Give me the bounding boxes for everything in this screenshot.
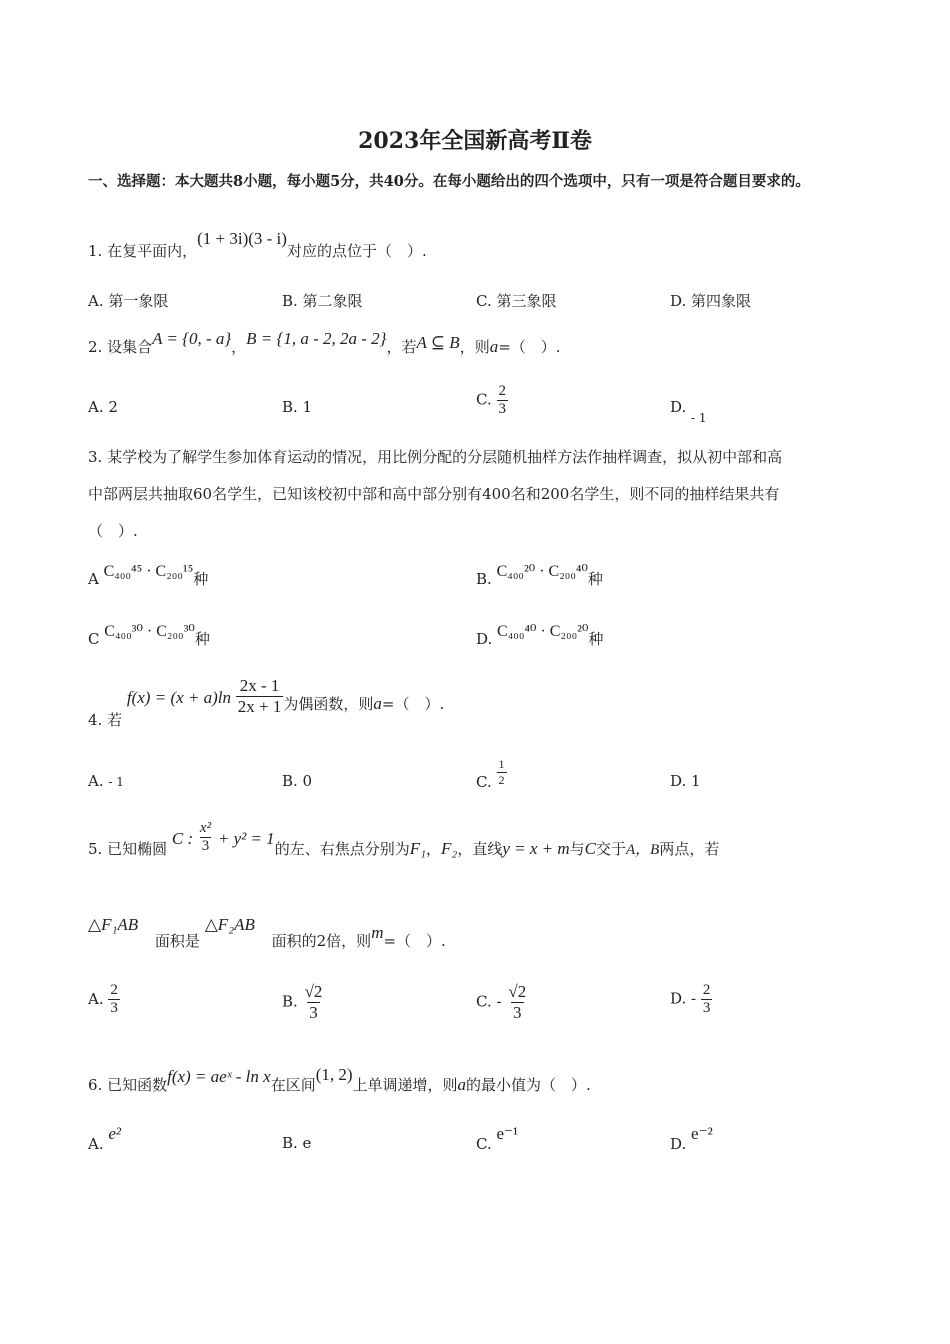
q3-option-c-expr: C₄₀₀³⁰ · C₂₀₀³⁰	[104, 623, 195, 640]
q3-option-c-suffix: 种	[194, 630, 210, 648]
q5-option-d-sign: -	[691, 989, 697, 1008]
q5-f2: F₂	[441, 838, 458, 858]
q1-option-a: A. 第一象限	[88, 292, 169, 310]
q6-suffix-2: 的最小值为（ ）.	[466, 1076, 591, 1094]
q3-option-b-label: B.	[476, 570, 492, 588]
numerator: 2x - 1	[239, 676, 280, 695]
question-4	[88, 676, 445, 729]
q5-text-3: ，直线	[457, 839, 503, 858]
q1-option-c: C. 第三象限	[476, 292, 557, 310]
q4-expr-left: f(x) = (x + a)ln	[126, 687, 231, 707]
q6-option-a-label: A.	[88, 1135, 104, 1153]
q1-option-b: B. 第二象限	[282, 292, 363, 310]
denominator: 3	[110, 1000, 118, 1016]
q5-option-d-fraction	[701, 982, 713, 1017]
q1-suffix: 对应的点位于（ ）.	[286, 242, 427, 260]
q5-text-1: 的左、右焦点分别为	[274, 839, 410, 858]
q2-mid2: ，则	[459, 338, 490, 356]
q2-mid: ，若	[386, 338, 417, 356]
q5-option-c-fraction	[506, 982, 528, 1023]
q4-suffix-2: =（ ）.	[381, 694, 445, 713]
question-5	[88, 820, 720, 858]
q4-option-c-fraction	[497, 757, 507, 788]
q5-option-b-label: B.	[282, 992, 298, 1011]
question-2	[88, 329, 561, 357]
q3-option-d	[476, 620, 604, 648]
q3-option-b-suffix: 种	[587, 570, 603, 588]
q6-var: a	[457, 1075, 467, 1094]
q5-text-2: ，	[426, 839, 442, 858]
q6-interval: (1, 2)	[315, 1065, 353, 1084]
q6-option-b: B. e	[282, 1134, 312, 1152]
q3-option-a	[88, 560, 209, 588]
q2-option-a: A. 2	[88, 398, 118, 416]
q3-option-b-expr: C₄₀₀²⁰ · C₂₀₀⁴⁰	[496, 563, 588, 580]
q2-option-d	[670, 398, 707, 425]
q5-ab: A，B	[626, 841, 660, 858]
q6-option-c	[476, 1124, 519, 1154]
q3-line-2: 中部两层共抽取60名学生，已知该校初中部和高中部分别有400名和200名学生，则不同的抽样结果共有	[88, 485, 780, 503]
q6-option-c-label: C.	[476, 1135, 492, 1153]
q2-option-d-label: D.	[670, 398, 687, 416]
q2-option-c	[476, 383, 508, 418]
q5-text-6: 两点，若	[659, 839, 720, 858]
q2-var: a	[489, 337, 499, 356]
q4-option-d: D. 1	[670, 772, 701, 790]
numerator: x²	[199, 820, 212, 836]
q5-triangle-2: △F₂AB	[204, 915, 255, 934]
denominator: 3	[702, 1000, 711, 1016]
q6-prefix: 6. 已知函数	[88, 1076, 168, 1094]
q2-option-b: B. 1	[282, 398, 313, 416]
q5-ellipse-c: C :	[171, 828, 194, 848]
q5-text-9: =（ ）.	[383, 932, 446, 950]
q1-prefix: 1. 在复平面内，	[88, 242, 198, 260]
q6-mid: 在区间	[270, 1076, 316, 1094]
q6-option-d-value: e⁻²	[691, 1124, 713, 1143]
numerator: 2	[498, 383, 506, 399]
q4-suffix: 为偶函数，则	[283, 694, 374, 713]
denominator: 2x + 1	[237, 697, 282, 716]
q4-option-c	[476, 757, 507, 791]
page-title: 2023年全国新高考Ⅱ卷	[358, 128, 592, 154]
q5-c: C	[584, 838, 596, 858]
q5-option-a-label: A.	[88, 989, 104, 1008]
q3-option-a-suffix: 种	[193, 570, 209, 588]
q2-comma: ，	[231, 338, 247, 356]
q2-condition: A ⊆ B	[416, 333, 460, 352]
q5-triangle-1: △F₁AB	[88, 915, 139, 934]
q2-prefix: 2. 设集合	[88, 338, 153, 356]
q3-option-b	[476, 560, 603, 588]
q5-text-7: 面积是	[154, 932, 200, 950]
q5-f1: F₁	[409, 838, 426, 858]
q4-option-a-label: A.	[88, 772, 104, 790]
numerator: √2	[508, 982, 527, 1001]
q5-m: m	[371, 923, 384, 942]
denominator: 3	[513, 1003, 522, 1022]
q4-option-b: B. 0	[282, 772, 313, 790]
q3-option-c	[88, 620, 210, 648]
numerator: 1	[498, 757, 505, 771]
q3-line-1: 3. 某学校为了解学生参加体育运动的情况，用比例分配的分层随机抽样方法作抽样调查，拟从初中部和高	[88, 448, 783, 466]
question-1	[88, 229, 427, 261]
q5-ellipse-rest: + y² = 1	[217, 828, 275, 848]
q3-line-3: （ ）.	[88, 522, 138, 540]
q6-option-c-value: e⁻¹	[496, 1124, 519, 1143]
q6-option-a	[88, 1124, 122, 1154]
q5-text-4: 与	[569, 839, 585, 858]
q5-line-2	[88, 915, 446, 950]
q5-ellipse-fraction	[198, 820, 213, 855]
q4-prefix: 4. 若	[88, 710, 123, 729]
q5-option-b	[282, 982, 324, 1023]
q6-expression: f(x) = aeˣ - ln x	[167, 1067, 271, 1086]
q6-suffix: 上单调递增，则	[352, 1076, 458, 1094]
q6-option-d-label: D.	[670, 1135, 687, 1153]
q5-option-c-sign: -	[496, 992, 502, 1011]
q2-option-c-label: C.	[476, 390, 492, 409]
q4-option-a	[88, 772, 124, 790]
numerator: √2	[304, 982, 323, 1001]
q6-option-d	[670, 1124, 713, 1154]
q5-option-c	[476, 982, 528, 1023]
question-6	[88, 1065, 591, 1095]
q1-expression: (1 + 3i)(3 - i)	[197, 229, 287, 248]
denominator: 3	[201, 838, 210, 854]
q5-option-d	[670, 982, 712, 1017]
q4-fraction	[236, 676, 284, 717]
q3-option-a-expr: C₄₀₀⁴⁵ · C₂₀₀¹⁵	[103, 563, 194, 580]
q5-text-5: 交于	[596, 839, 627, 858]
q5-option-b-fraction	[303, 982, 325, 1023]
q5-text-8: 面积的2倍，则	[271, 932, 372, 950]
q2-option-c-fraction	[497, 383, 509, 418]
q3-option-c-label: C	[88, 630, 100, 648]
numerator: 2	[702, 982, 711, 998]
q4-var: a	[373, 693, 382, 713]
q3-option-a-label: A	[88, 570, 99, 588]
q5-option-d-label: D.	[670, 989, 687, 1008]
q5-option-a-fraction	[108, 982, 120, 1017]
q3-option-d-suffix: 种	[588, 630, 604, 648]
q3-option-d-label: D.	[476, 630, 493, 648]
q5-line: y = x + m	[502, 838, 570, 858]
q1-option-d: D. 第四象限	[670, 292, 752, 310]
q6-option-a-value: e²	[108, 1124, 122, 1143]
q2-suffix: =（ ）.	[498, 338, 561, 356]
denominator: 3	[309, 1003, 318, 1022]
q4-option-c-label: C.	[476, 772, 492, 791]
q2-set-b: B = {1, a - 2, 2a - 2}	[246, 329, 387, 348]
q2-set-a: A = {0, - a}	[152, 329, 232, 348]
q3-option-d-expr: C₄₀₀⁴⁰ · C₂₀₀²⁰	[497, 623, 589, 640]
q4-option-a-value: - 1	[108, 775, 124, 789]
section-heading: 一、选择题：本大题共8小题，每小题5分，共40分。在每小题给出的四个选项中，只有一项是符合题目要求的。	[88, 173, 810, 190]
denominator: 2	[498, 773, 505, 787]
numerator: 2	[110, 982, 118, 998]
denominator: 3	[498, 401, 506, 417]
q5-option-a	[88, 982, 120, 1017]
q5-prefix: 5. 已知椭圆	[88, 839, 168, 858]
q2-option-d-value: - 1	[691, 411, 707, 425]
q5-option-c-label: C.	[476, 992, 492, 1011]
